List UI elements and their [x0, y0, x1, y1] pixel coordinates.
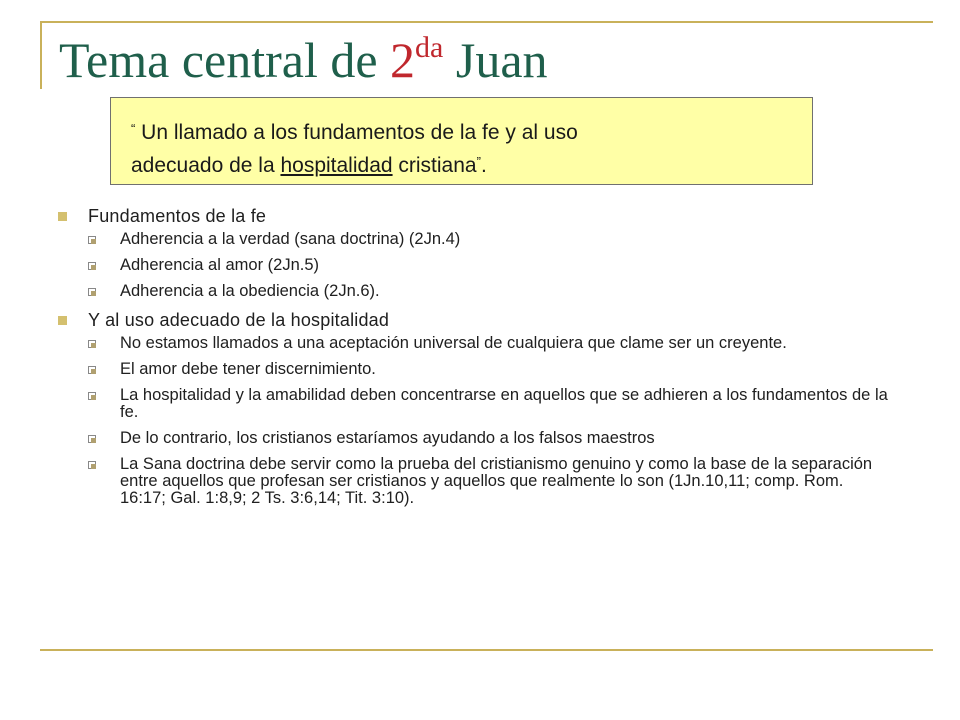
section-heading: [58, 309, 888, 331]
section-heading-text: Fundamentos de la fe: [88, 206, 267, 226]
checkbox-bullet-icon: [88, 392, 96, 400]
list-item: [58, 283, 888, 300]
list-item: [58, 387, 888, 421]
checkbox-bullet-icon: [88, 366, 96, 374]
title-superscript: da: [415, 31, 444, 64]
quote-period: .: [480, 154, 487, 177]
section-heading: [58, 205, 888, 227]
list-item-text: Adherencia a la obediencia (2Jn.6).: [120, 282, 380, 300]
list-item: [58, 231, 888, 248]
square-bullet-icon: [58, 212, 67, 221]
checkbox-bullet-icon: [88, 435, 96, 443]
title-number: 2: [390, 32, 416, 88]
quote-line2-post: cristiana: [392, 154, 477, 177]
list-item-text: El amor debe tener discernimiento.: [120, 360, 376, 378]
list-item: [58, 335, 888, 352]
list-item: [58, 257, 888, 274]
quote-underlined-word: hospitalidad: [280, 154, 393, 177]
sub-list: [58, 335, 888, 507]
sub-list: [58, 231, 888, 300]
list-item: [58, 456, 888, 507]
checkbox-bullet-icon: [88, 461, 96, 469]
square-bullet-icon: [58, 316, 67, 325]
quote-line-1: [131, 114, 792, 147]
quote-box: [110, 97, 813, 185]
list-item: [58, 430, 888, 447]
checkbox-bullet-icon: [88, 340, 96, 348]
checkbox-bullet-icon: [88, 288, 96, 296]
list-item-text: La Sana doctrina debe servir como la prueba del cristianismo genuino y como la base de la separación entre aquellos que profesan ser cristianos y aquellos que realmente lo son (1Jn.10,11; comp. Rom. 16:17; Gal. 1:8,9; 2 Ts. 3:6,14; Tit. 3:10).: [120, 455, 873, 507]
quote-line2-pre: adecuado de la: [131, 154, 281, 177]
list-item-text: La hospitalidad y la amabilidad deben concentrarse en aquellos que se adhieren a los fundamentos de la fe.: [120, 386, 888, 421]
list-item-text: Adherencia al amor (2Jn.5): [120, 256, 320, 274]
section-heading-text: Y al uso adecuado de la hospitalidad: [88, 310, 390, 330]
list-item-text: Adherencia a la verdad (sana doctrina) (2Jn.4): [120, 230, 461, 248]
bullet-content: [58, 205, 888, 516]
top-rule: [40, 21, 933, 23]
quote-open-mark: “: [131, 121, 136, 136]
title-main: Tema central de: [59, 32, 391, 88]
slide-title: [59, 30, 548, 90]
quote-line-2: [131, 147, 792, 180]
quote-line1-text: Un llamado a los fundamentos de la fe y al uso: [135, 121, 578, 144]
title-end: Juan: [443, 32, 548, 88]
list-item: [58, 361, 888, 378]
checkbox-bullet-icon: [88, 236, 96, 244]
checkbox-bullet-icon: [88, 262, 96, 270]
bottom-rule: [40, 649, 933, 651]
left-rule: [40, 21, 42, 89]
list-item-text: De lo contrario, los cristianos estaríamos ayudando a los falsos maestros: [120, 429, 655, 447]
list-item-text: No estamos llamados a una aceptación universal de cualquiera que clame ser un creyente.: [120, 334, 787, 352]
quote-close-mark: ”: [476, 154, 481, 169]
